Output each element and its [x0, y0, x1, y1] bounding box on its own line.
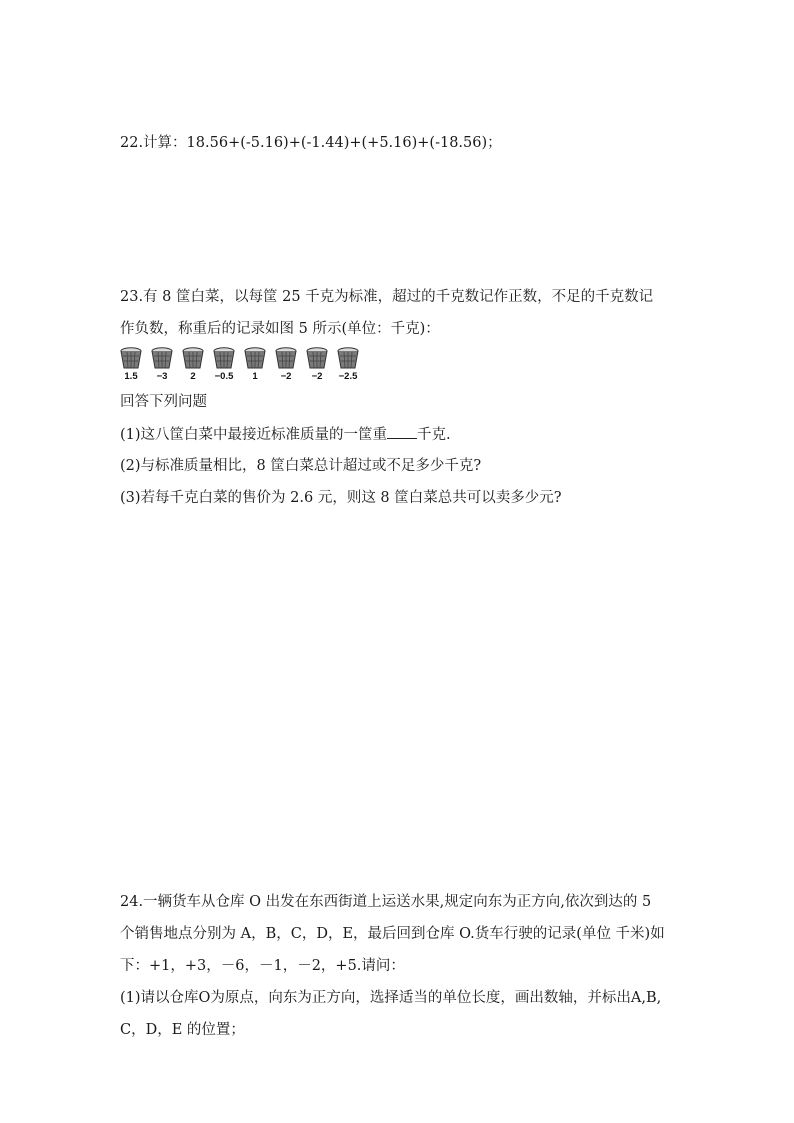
- basket-value: −2.5: [338, 371, 358, 382]
- question-23-part-2: (2)与标准质量相比，8 筐白菜总计超过或不足多少千克?: [120, 458, 482, 474]
- question-23-part-3: (3)若每千克白菜的售价为 2.6 元，则这 8 筐白菜总共可以卖多少元?: [120, 490, 562, 506]
- basket-value: 1: [252, 371, 258, 382]
- basket-item: [273, 346, 299, 386]
- part-1-text-after: 千克.: [417, 427, 451, 443]
- question-23-line-1: 23.有 8 筐白菜，以每筐 25 千克为标准，超过的千克数记作正数，不足的千克数记: [120, 289, 654, 305]
- basket-value: −2: [280, 371, 292, 382]
- basket-icon: [274, 346, 298, 370]
- basket-icon: [181, 346, 205, 370]
- basket-icon: [212, 346, 236, 370]
- question-24-line-1: 24.一辆货车从仓库 O 出发在东西街道上运送水果,规定向东为正方向,依次到达的 5: [120, 894, 652, 910]
- basket-icon: [150, 346, 174, 370]
- question-23-prompt: 回答下列问题: [120, 394, 207, 410]
- basket-value: −2: [311, 371, 323, 382]
- basket-value: 2: [190, 371, 196, 382]
- basket-icon: [243, 346, 267, 370]
- basket-item: [180, 346, 206, 386]
- question-23-part-1: [120, 424, 451, 445]
- basket-value: −0.5: [214, 371, 234, 382]
- basket-value: −3: [156, 371, 168, 382]
- question-23-line-2: 作负数，称重后的记录如图 5 所示(单位：千克)：: [120, 321, 440, 337]
- basket-item: [118, 346, 144, 386]
- basket-figure: [118, 346, 368, 386]
- basket-icon: [305, 346, 329, 370]
- question-24-line-3: 下：+1，+3，－6，－1，－2，+5.请问：: [120, 958, 405, 974]
- basket-icon: [336, 346, 360, 370]
- question-22-text: 22.计算：18.56+(-5.16)+(-1.44)+(+5.16)+(-18.56)；: [120, 135, 502, 151]
- question-24-part-1-line-1: (1)请以仓库O为原点，向东为正方向，选择适当的单位长度，画出数轴，并标出A,B,: [120, 990, 662, 1006]
- basket-item: [242, 346, 268, 386]
- part-1-text-before: (1)这八筐白菜中最接近标准质量的一筐重: [120, 427, 388, 443]
- basket-item: [149, 346, 175, 386]
- answer-blank: [387, 424, 417, 439]
- basket-item: [335, 346, 361, 386]
- basket-item: [211, 346, 237, 386]
- question-24-part-1-line-2: C，D，E 的位置；: [120, 1022, 245, 1038]
- question-24-line-2: 个销售地点分别为 A，B，C，D，E，最后回到仓库 O.货车行驶的记录(单位 千米)如: [120, 926, 665, 942]
- basket-item: [304, 346, 330, 386]
- basket-icon: [119, 346, 143, 370]
- basket-value: 1.5: [124, 371, 138, 382]
